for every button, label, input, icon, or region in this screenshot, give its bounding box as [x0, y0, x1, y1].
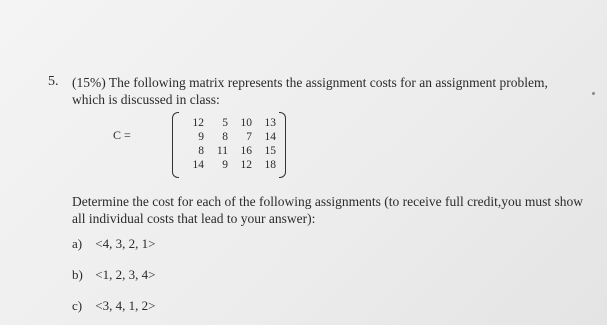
- part-c: [72, 298, 155, 314]
- matrix-cell: 10: [240, 117, 252, 129]
- matrix-row: [180, 144, 276, 158]
- matrix-left-bracket: [172, 112, 179, 178]
- matrix-cell: 14: [264, 131, 276, 143]
- matrix-cell: 7: [246, 131, 252, 143]
- matrix-cell: 9: [222, 159, 228, 171]
- part-a: [72, 236, 155, 252]
- matrix-cell: 13: [264, 117, 276, 129]
- matrix-grid: [180, 116, 276, 172]
- matrix-row: [180, 130, 276, 144]
- matrix-row: [180, 116, 276, 130]
- part-b: [72, 267, 155, 283]
- part-label: c): [72, 298, 83, 313]
- assignment-vector: <3, 4, 1, 2>: [95, 298, 156, 313]
- matrix-row: [180, 158, 276, 172]
- problem-intro: (15%) The following matrix represents the assignment costs for an assignment problem, which is discussed in class:: [72, 75, 548, 107]
- determine-instruction: Determine the cost for each of the following assignments (to receive full credit,you must show all individual costs that lead to your answer):: [72, 194, 583, 226]
- assignment-vector: <1, 2, 3, 4>: [95, 267, 156, 282]
- part-label: b): [72, 267, 83, 282]
- cost-matrix: [172, 112, 286, 178]
- matrix-right-bracket: [279, 112, 286, 178]
- problem-number: 5.: [48, 74, 59, 89]
- matrix-cell: 12: [240, 159, 252, 171]
- matrix-label: C =: [113, 128, 131, 142]
- matrix-cell: 12: [192, 117, 204, 129]
- matrix-cell: 8: [198, 145, 204, 157]
- assignment-vector: <4, 3, 2, 1>: [95, 236, 156, 251]
- matrix-cell: 5: [222, 117, 228, 129]
- matrix-cell: 8: [222, 131, 228, 143]
- matrix-cell: 14: [192, 159, 204, 171]
- matrix-cell: 11: [216, 145, 228, 157]
- matrix-cell: 15: [264, 145, 276, 157]
- part-label: a): [72, 236, 83, 251]
- matrix-cell: 16: [240, 145, 252, 157]
- matrix-cell: 9: [198, 131, 204, 143]
- paper-speck: [592, 92, 595, 95]
- matrix-cell: 18: [264, 159, 276, 171]
